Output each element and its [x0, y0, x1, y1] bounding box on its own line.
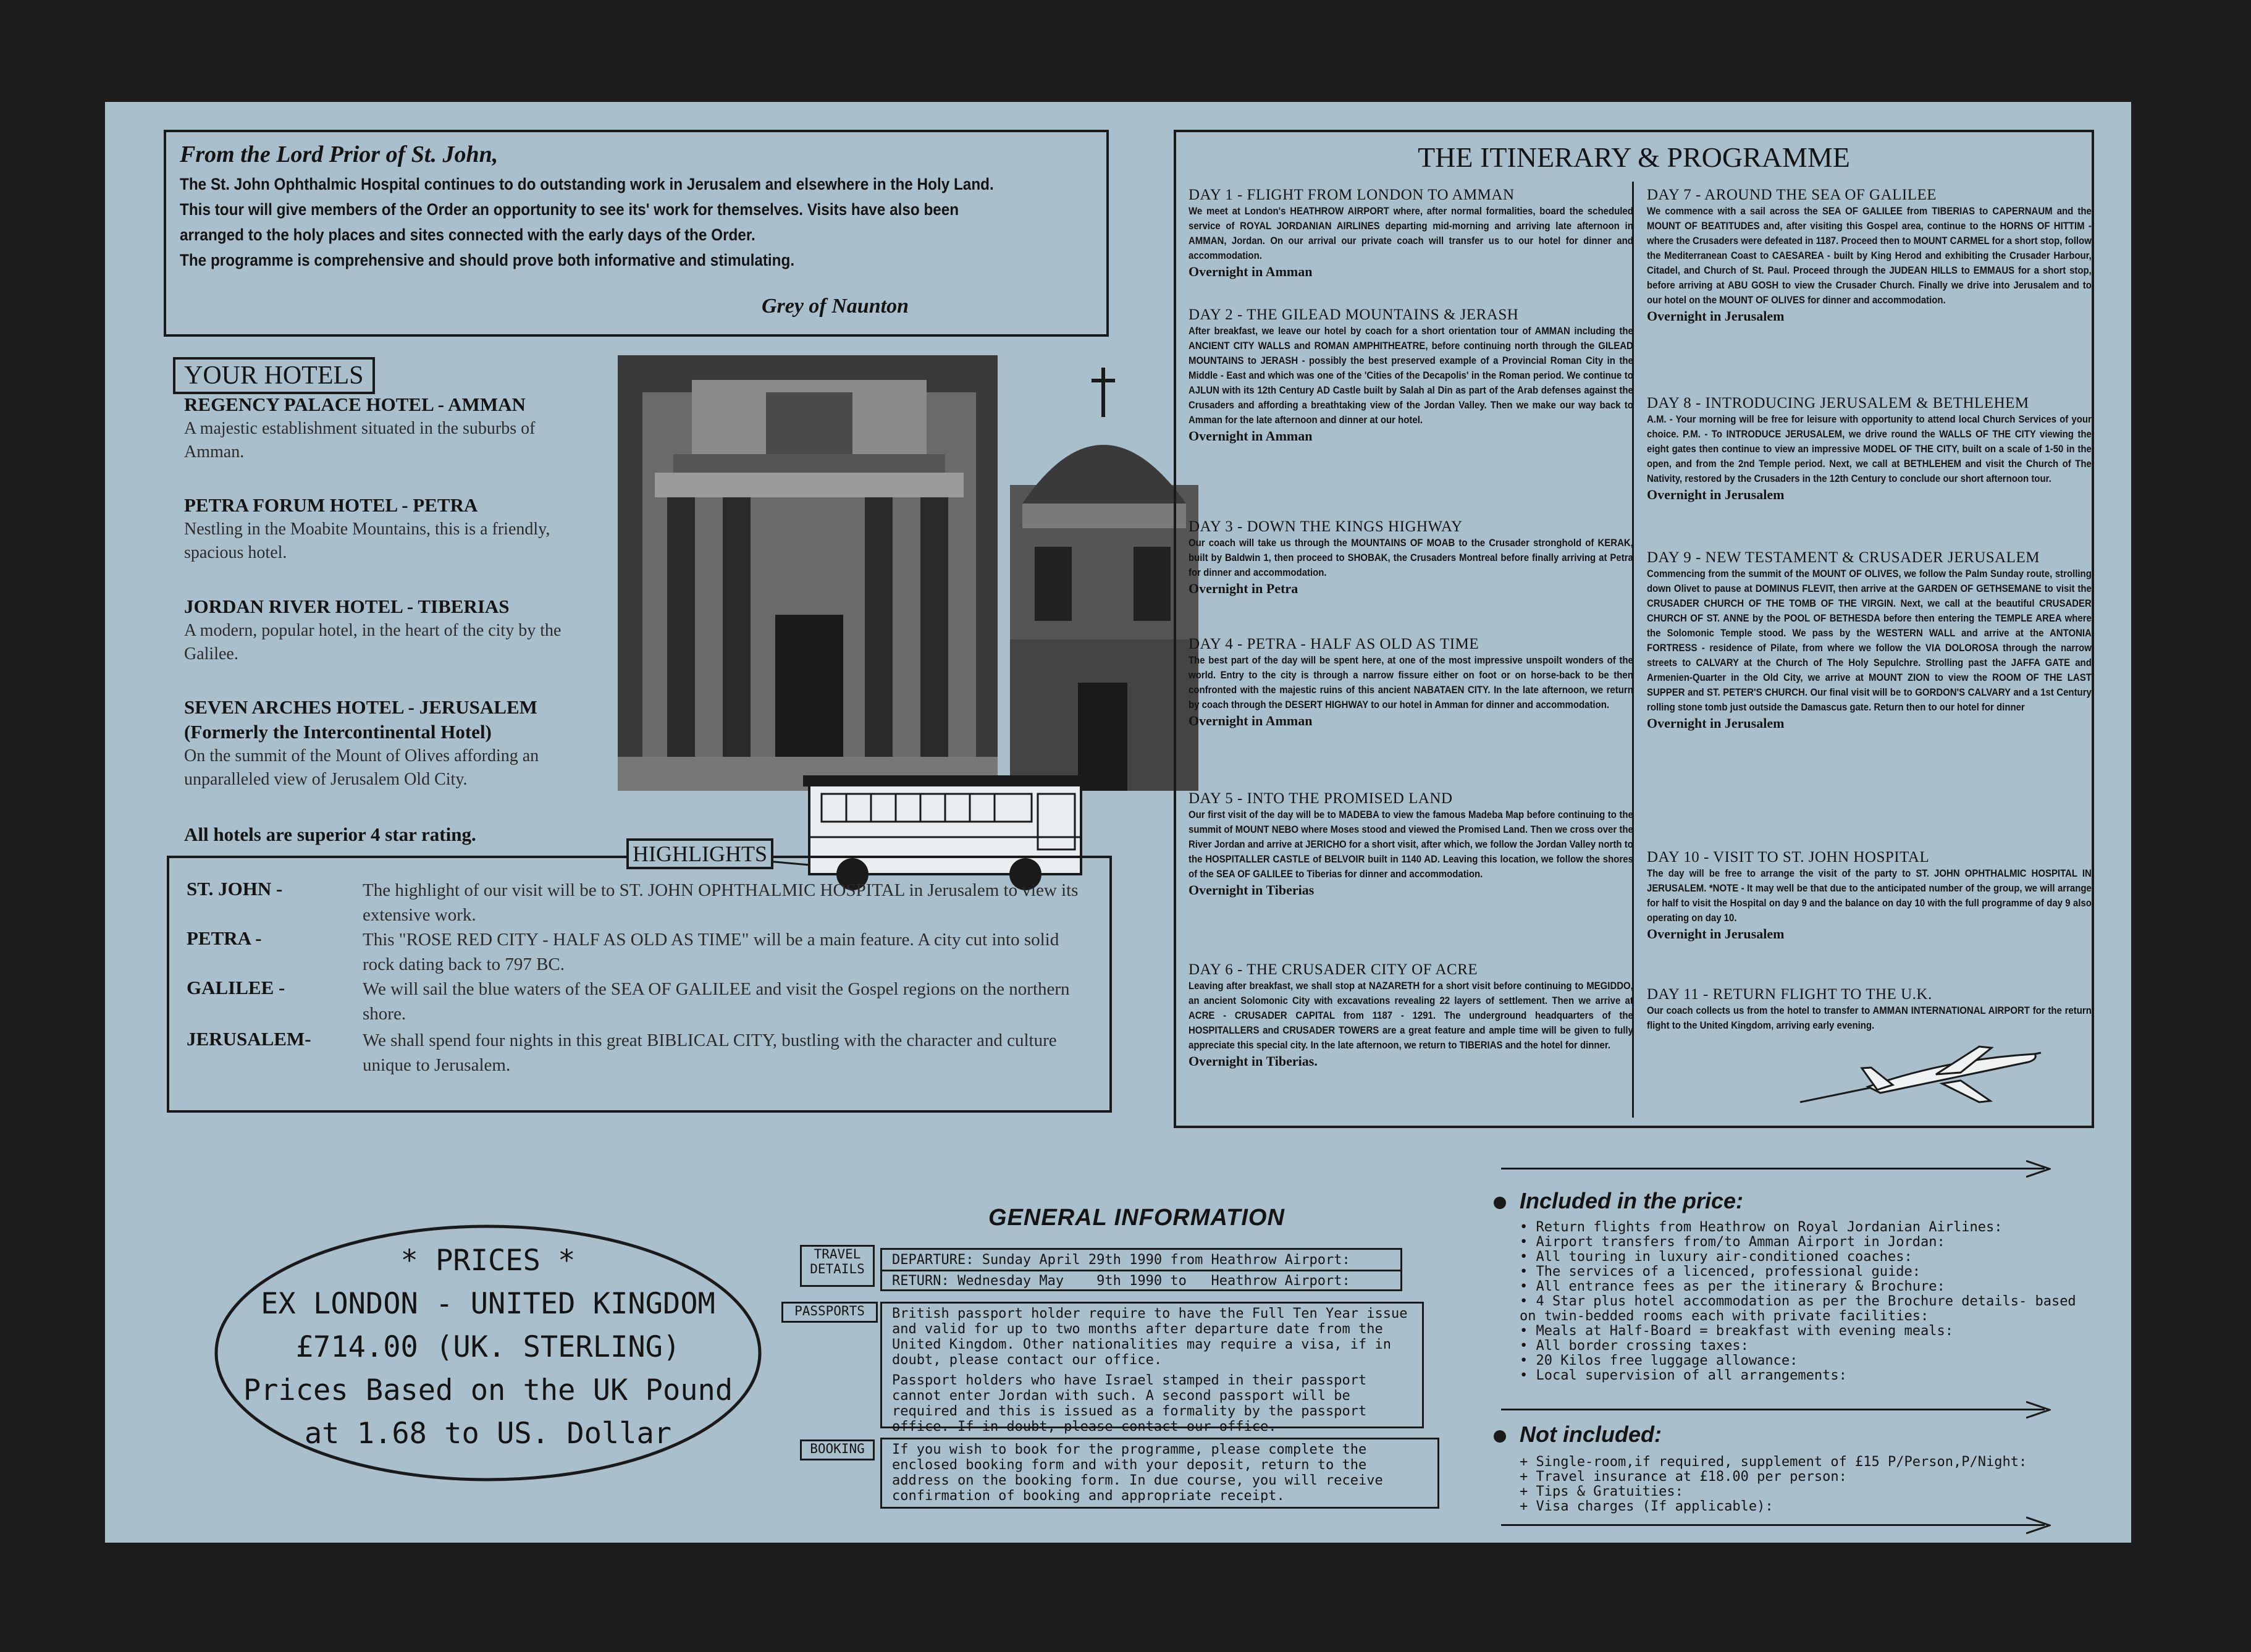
highlights-box: [167, 841, 1112, 1113]
day-overnight: Overnight in Tiberias.: [1189, 1053, 1318, 1069]
prices-amount: £714.00 (UK. STERLING): [295, 1330, 681, 1364]
day-heading: DAY 6 - THE CRUSADER CITY OF ACRE: [1189, 961, 1478, 978]
letter-body: [180, 172, 1097, 273]
highlights-heading: HIGHLIGHTS: [626, 838, 773, 869]
included-item: • 4 Star plus hotel accommodation as per the Brochure details- based on twin-bedded rooms each with private facilities:: [1520, 1294, 2076, 1324]
prices-heading: * PRICES *: [400, 1244, 576, 1278]
highlight-text: The highlight of our visit will be to ST. JOHN OPHTHALMIC HOSPITAL in Jerusalem to view its extensive work.: [363, 880, 1079, 925]
day-heading: DAY 2 - THE GILEAD MOUNTAINS & JERASH: [1189, 306, 1519, 323]
bullet-icon: [1494, 1430, 1506, 1443]
itinerary-day-5: [1189, 790, 1633, 898]
included-item-text: 20 Kilos free luggage allowance:: [1536, 1353, 1798, 1368]
highlight-key: PETRA -: [187, 927, 262, 949]
highlight-text: This "ROSE RED CITY - HALF AS OLD AS TIME" will be a main feature. A city cut into solid rock dating back to 797 BC.: [363, 930, 1059, 974]
included-item-text: All touring in luxury air-conditioned coaches:: [1536, 1249, 1912, 1265]
letter-line: The St. John Ophthalmic Hospital continues to do outstanding work in Jerusalem and elsewhere in the Holy Land.: [180, 175, 994, 193]
church-dome-drawing: [1010, 361, 1198, 791]
hotel-description: A modern, popular hotel, in the heart of the city by the Galilee.: [184, 621, 562, 664]
hotel-description: Nestling in the Moabite Mountains, this is a friendly, spacious hotel.: [184, 520, 550, 562]
day-text: Our coach will take us through the MOUNTAINS OF MOAB to the Crusader stronghold of KERAK, built by Baldwin 1, then proceed to SHOBAK, the Crusaders Montreal before finally arriving at Petra for dinner and accommodation.: [1189, 537, 1633, 578]
arrow-right-icon: [2026, 1516, 2051, 1535]
letter-title: From the Lord Prior of St. John,: [180, 141, 499, 167]
day-text: The best part of the day will be spent here, at one of the most impressive unspoilt wonders of the world. Entry to the city is through a narrow fissure either on foot or on horse-back to be then confronted with the majestic ruins of this ancient NABATAEN CITY. In the late afternoon, we return by coach through the DESERT HIGHWAY to our hotel in Amman for dinner and accommodation.: [1189, 654, 1633, 710]
day-overnight: Overnight in Jerusalem: [1647, 715, 1785, 731]
itinerary-day-2: [1189, 306, 1633, 444]
day-overnight: Overnight in Petra: [1189, 581, 1298, 596]
not-included-item: + Travel insurance at £18.00 per person:: [1520, 1469, 1847, 1485]
itinerary-day-11: [1647, 986, 2092, 1033]
not-included-item: + Single-room,if required, supplement of £15 P/Person,P/Night:: [1520, 1454, 2027, 1470]
tag-line: TRAVEL: [814, 1247, 861, 1262]
return-line: RETURN: Wednesday May 9th 1990 to Heathrow Airport:: [882, 1270, 1400, 1289]
general-info-title: GENERAL INFORMATION: [988, 1205, 1285, 1231]
passports-text-2: Passport holders who have Israel stamped in their passport cannot enter Jordan with such. A second passport will be required and this is issued as a formality by the passport office. If in doubt, please contact our office.: [892, 1373, 1367, 1435]
included-item-text: Local supervision of all arrangements:: [1536, 1368, 1847, 1383]
hotel-description: A majestic establishment situated in the suburbs of Amman.: [184, 419, 536, 461]
day-heading: DAY 4 - PETRA - HALF AS OLD AS TIME: [1189, 636, 1479, 652]
arrow-right-icon: [2026, 1160, 2051, 1178]
day-heading: DAY 9 - NEW TESTAMENT & CRUSADER JERUSALEM: [1647, 549, 2040, 566]
day-text: A.M. - Your morning will be free for leisure with opportunity to attend local Church Services of your choice. P.M. - To INTRODUCE JERUSALEM, we drive round the WALLS OF THE CITY viewing the eight gates then continue to view an impressive MODEL OF THE CITY, built on a scale of 1-50 in the open, and from the 2nd Temple period. Next, we call at BETHLEHEM and visit the Church of The Nativity, restored by the Crusaders in the 12th Century to conclude our short afternoon tour.: [1647, 413, 2092, 484]
day-text: Our first visit of the day will be to MADEBA to view the famous Madeba Map before continuing to the summit of MOUNT NEBO where Moses stood and viewed the Promised Land. Then we cross over the River Jordan and arrive at JERICHO for a short visit, after which, we follow the Jordan Valley north to the HOSPITALLER CASTLE of BELVOIR built in 1140 AD. Leaving this location, we follow the shores of the SEA OF GALILEE to Tiberias for dinner and accommodation.: [1189, 809, 1633, 880]
tag-line: DETAILS: [810, 1262, 865, 1276]
letter-signature: Grey of Naunton: [761, 295, 909, 318]
itinerary-day-1: [1189, 187, 1633, 280]
included-item-text: Meals at Half-Board = breakfast with evening meals:: [1536, 1323, 1954, 1339]
included-list: [1520, 1220, 2088, 1383]
hotel-rating-note: All hotels are superior 4 star rating.: [184, 824, 476, 845]
booking-tag: BOOKING: [800, 1439, 875, 1460]
day-overnight: Overnight in Jerusalem: [1647, 926, 1785, 942]
included-top-rule: [1501, 1168, 2045, 1169]
itinerary-title: THE ITINERARY & PROGRAMME: [1418, 141, 1850, 173]
day-overnight: Overnight in Jerusalem: [1647, 308, 1785, 324]
included-item-text: 4 Star plus hotel accommodation as per the Brochure details- based on twin-bedded rooms each with private facilities:: [1520, 1294, 2076, 1324]
included-item: • The services of a licenced, professional guide:: [1520, 1264, 1921, 1279]
itinerary-day-6: [1189, 961, 1633, 1069]
hotel-name: JORDAN RIVER HOTEL - TIBERIAS: [184, 596, 510, 617]
petra-monastery-photo: [618, 355, 998, 791]
church-dome-photo: [1010, 361, 1198, 791]
not-included-title: Not included:: [1520, 1422, 1662, 1447]
included-item: • Return flights from Heathrow on Royal Jordanian Airlines:: [1520, 1220, 2003, 1235]
letter-line: arranged to the holy places and sites connected with the early days of the Order.: [180, 225, 755, 244]
day-text: We meet at London's HEATHROW AIRPORT where, after normal formalities, board the scheduled service of ROYAL JORDANIAN AIRLINES departing mid-morning and arriving late afternoon in AMMAN, Jordan. On our arrival our private coach will transfer us to our hotel for dinner and accommodation.: [1189, 205, 1633, 261]
hotel-name: REGENCY PALACE HOTEL - AMMAN: [184, 394, 526, 415]
included-item: • Local supervision of all arrangements:: [1520, 1368, 1847, 1383]
passports-box: [880, 1302, 1424, 1435]
passports-text-1: British passport holder require to have the Full Ten Year issue and valid for up to two months after departure date from the United Kingdom. Other nationalities may require a visa, if in doubt, please contact our office.: [892, 1306, 1408, 1368]
itinerary-day-9: [1647, 549, 2092, 731]
brochure-sheet: [105, 102, 2131, 1543]
not-included-item-text: Travel insurance at £18.00 per person:: [1536, 1469, 1847, 1485]
hotel-seven-arches: [184, 695, 610, 791]
included-item-text: The services of a licenced, professional guide:: [1536, 1264, 1921, 1279]
included-title: Included in the price:: [1520, 1188, 1744, 1213]
not-included-bottom-rule: [1501, 1524, 2045, 1526]
included-item: • 20 Kilos free luggage allowance:: [1520, 1353, 1798, 1368]
not-included-item-text: Single-room,if required, supplement of £15 P/Person,P/Night:: [1536, 1454, 2027, 1470]
day-overnight: Overnight in Amman: [1189, 428, 1313, 444]
day-overnight: Overnight in Amman: [1189, 713, 1313, 728]
included-item: • Airport transfers from/to Amman Airport in Jordan:: [1520, 1234, 1945, 1250]
prices-exchange-rate: at 1.68 to US. Dollar: [304, 1417, 672, 1451]
booking-text: If you wish to book for the programme, please complete the enclosed booking form and with your deposit, return to the address on the booking form. In due course, you will receive confirmation of booking and appropriate receipt.: [892, 1442, 1383, 1504]
itinerary-day-8: [1647, 395, 2092, 503]
day-text: The day will be free to arrange the visit of the party to ST. JOHN OPHTHALMIC HOSPITAL IN JERUSALEM. *NOTE - It may well be that due to the anticipated number of the group, we will arrange for half to visit the Hospital on day 9 and the balance on day 10 with the full programme of day 9 also operating on day 10.: [1647, 867, 2092, 924]
hotel-regency: [184, 392, 610, 464]
itinerary-day-4: [1189, 636, 1633, 729]
day-heading: DAY 7 - AROUND THE SEA OF GALILEE: [1647, 187, 1937, 203]
included-item: • All touring in luxury air-conditioned coaches:: [1520, 1249, 1912, 1265]
included-item-text: All border crossing taxes:: [1536, 1338, 1749, 1354]
included-item: • Meals at Half-Board = breakfast with evening meals:: [1520, 1323, 1954, 1339]
prices-ellipse: [210, 1220, 766, 1486]
included-item-text: Airport transfers from/to Amman Airport in Jordan:: [1536, 1234, 1945, 1250]
included-item: • All entrance fees as per the itinerary & Brochure:: [1520, 1279, 1945, 1294]
highlight-key: ST. JOHN -: [187, 878, 283, 900]
highlight-text: We will sail the blue waters of the SEA OF GALILEE and visit the Gospel regions on the northern shore.: [363, 979, 1070, 1024]
day-heading: DAY 1 - FLIGHT FROM LONDON TO AMMAN: [1189, 187, 1515, 203]
hotel-petra-forum: [184, 493, 610, 565]
petra-monastery-drawing: [618, 355, 998, 791]
not-included-item: + Tips & Gratuities:: [1520, 1484, 1683, 1499]
included-item-text: All entrance fees as per the itinerary & Brochure:: [1536, 1279, 1945, 1294]
day-heading: DAY 11 - RETURN FLIGHT TO THE U.K.: [1647, 986, 1932, 1003]
hotels-heading: YOUR HOTELS: [173, 357, 375, 394]
not-included-top-rule: [1501, 1409, 2045, 1410]
not-included-list: [1520, 1455, 2088, 1514]
lord-prior-letter: [164, 130, 1109, 337]
itinerary-day-7: [1647, 187, 2092, 324]
arrow-right-icon: [2026, 1401, 2051, 1419]
not-included-item: + Visa charges (If applicable):: [1520, 1499, 1773, 1514]
itinerary-day-3: [1189, 518, 1633, 597]
day-text: Leaving after breakfast, we shall stop at NAZARETH for a short visit before continuing to MEGIDDO, an ancient Solomonic City with excavations revealing 22 layers of settlement. Then we arrive at ACRE - CRUSADER CAPITAL from 1187 - 1291. The underground headquarters of the HOSPITALLERS and CRUSADER TOWERS are a great feature and ample time will be given to fully appreciate this special city. In the late afternoon, we return to TIBERIAS and the hotel for dinner.: [1189, 980, 1633, 1051]
hotel-description: On the summit of the Mount of Olives affording an unparalleled view of Jerusalem Old City.: [184, 746, 539, 789]
airplane-illustration: [1794, 1040, 2053, 1108]
bullet-icon: [1494, 1197, 1506, 1209]
day-overnight: Overnight in Amman: [1189, 264, 1313, 279]
not-included-item-text: Tips & Gratuities:: [1536, 1484, 1683, 1499]
itinerary-box: [1174, 130, 2094, 1128]
travel-details-tag: [800, 1245, 875, 1287]
not-included-item-text: Visa charges (If applicable):: [1536, 1499, 1773, 1514]
booking-box: [880, 1438, 1439, 1509]
prices-origin: EX LONDON - UNITED KINGDOM: [261, 1287, 715, 1321]
day-heading: DAY 10 - VISIT TO ST. JOHN HOSPITAL: [1647, 849, 1930, 866]
hotel-name: PETRA FORUM HOTEL - PETRA: [184, 494, 478, 516]
day-heading: DAY 5 - INTO THE PROMISED LAND: [1189, 790, 1453, 807]
day-text: Commencing from the summit of the MOUNT OF OLIVES, we follow the Palm Sunday route, strolling down Olivet to pause at DOMINUS FLEVIT, then arrive at the GARDEN OF GETHSEMANE to visit the CRUSADER CHURCH OF THE TOMB OF THE VIRGIN. Next, we call at the beautiful CRUSADER CHURCH OF ST. ANNE by the POOL OF BETHESDA before then entering the TEMPLE AREA where the Solomonic Temple stood. We pass by the WESTERN WALL and arrive at the ANTONIA FORTRESS - residence of Pilate, from where we follow the VIA DOLOROSA through the narrow streets to CALVARY at the Church of The Holy Sepulchre. Strolling past the JAFFA GATE and Armenien-Quarter in the Old City, we arrive at MOUNT ZION to view the ROOM OF THE LAST SUPPER and ST. PETER'S CHURCH. Our final visit will be to GORDON'S CALVARY and a 1st Century rolling stone tomb just outside the Damascus gate. Return then to our hotel for dinner: [1647, 568, 2092, 713]
highlight-key: JERUSALEM-: [187, 1028, 311, 1050]
day-heading: DAY 3 - DOWN THE KINGS HIGHWAY: [1189, 518, 1463, 535]
highlight-text: We shall spend four nights in this great BIBLICAL CITY, bustling with the character and culture unique to Jerusalem.: [363, 1030, 1057, 1075]
day-text: After breakfast, we leave our hotel by coach for a short orientation tour of AMMAN including the ANCIENT CITY WALLS and ROMAN AMPHITHEATRE, before continuing north through the GILEAD MOUNTAINS to JERASH - possibly the best preserved example of a Provincial Roman City in the Middle - East and which was one of the 'Cities of the Decapolis' in the Roman period. We continue to AJLUN with its 12th Century AD Castle built by Salah al Din as part of the Arab defenses against the Crusaders and affording a breathtaking view of the Jordan Valley. Then we make our way back to Amman for the late afternoon and dinner at our hotel.: [1189, 325, 1633, 426]
itinerary-day-10: [1647, 849, 2092, 942]
hotel-former-name: (Formerly the Intercontinental Hotel): [184, 721, 492, 743]
day-overnight: Overnight in Tiberias: [1189, 882, 1315, 898]
day-overnight: Overnight in Jerusalem: [1647, 487, 1785, 502]
passports-tag: PASSPORTS: [781, 1302, 878, 1323]
highlight-key: GALILEE -: [187, 977, 285, 998]
included-item-text: Return flights from Heathrow on Royal Jordanian Airlines:: [1536, 1220, 2003, 1235]
hotel-jordan-river: [184, 594, 610, 666]
day-heading: DAY 8 - INTRODUCING JERUSALEM & BETHLEHEM: [1647, 395, 2029, 411]
letter-line: This tour will give members of the Order an opportunity to see its' work for themselves. Visits have also been: [180, 200, 959, 219]
included-item: • All border crossing taxes:: [1520, 1338, 1749, 1354]
letter-line: The programme is comprehensive and should prove both informative and stimulating.: [180, 251, 795, 269]
hotel-name: SEVEN ARCHES HOTEL - JERUSALEM: [184, 696, 537, 718]
day-text: Our coach collects us from the hotel to transfer to AMMAN INTERNATIONAL AIRPORT for the return flight to the United Kingdom, arriving early evening.: [1647, 1005, 2092, 1031]
prices-basis: Prices Based on the UK Pound: [243, 1373, 733, 1407]
departure-line: DEPARTURE: Sunday April 29th 1990 from Heathrow Airport:: [892, 1252, 1350, 1268]
day-text: We commence with a sail across the SEA OF GALILEE from TIBERIAS to CAPERNAUM and the MOUNT OF BEATITUDES and, after visiting this Gospel area, continue to the HORNS OF HITTIM - where the Crusaders were defeated in 1187. Proceed then to MOUNT CARMEL for a short stop, follow the Mediterranean Coast to CAESAREA - built by King Herod and exhibiting the Crusader Harbour, Citadel, and Church of St. Paul. Proceed through the JUDEAN HILLS to EMMAUS for a short stop, before arriving at ABU GOSH to view the Crusader Church. Finally we drive into Jerusalem and to our hotel on the MOUNT OF OLIVES for dinner and accommodation.: [1647, 205, 2092, 306]
travel-details-box: [880, 1248, 1402, 1291]
